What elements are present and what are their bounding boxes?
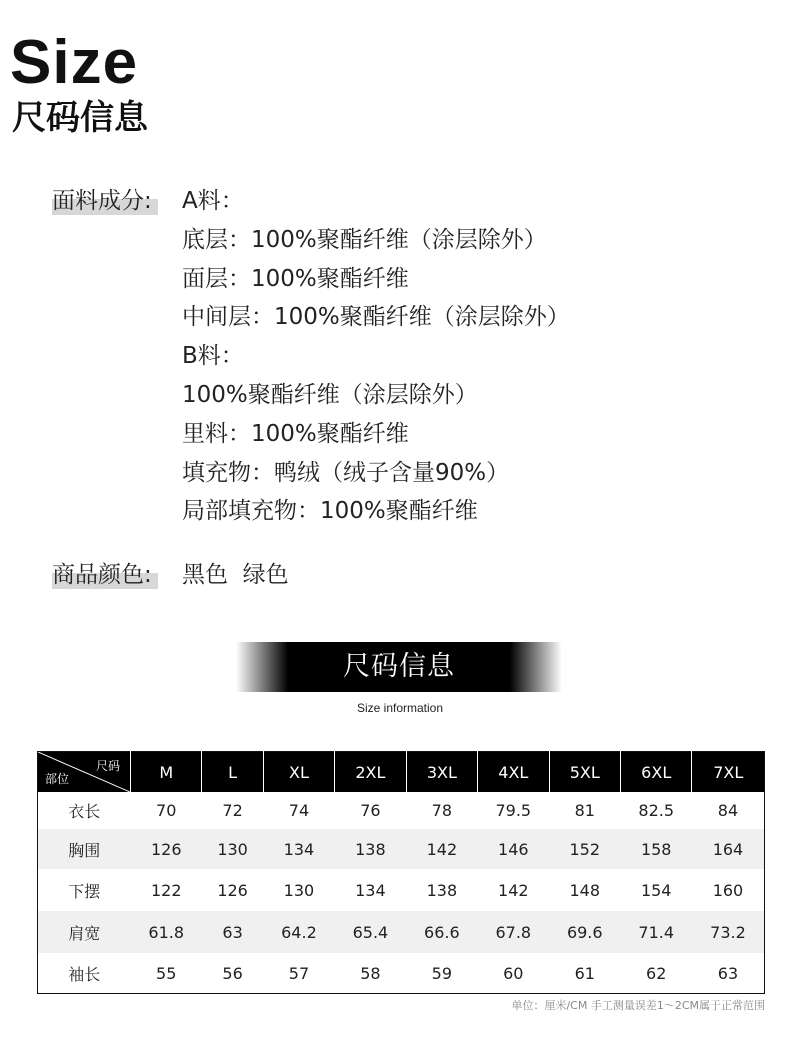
size-header-row <box>38 752 765 793</box>
corner-size-label: 尺码 <box>95 759 120 773</box>
value-cell: 69.6 <box>549 911 620 953</box>
value-cell: 62 <box>646 963 667 983</box>
value-cell: 73.2 <box>692 911 765 953</box>
size-header: 5XL <box>549 752 620 793</box>
table-corner <box>38 752 131 793</box>
value-cell: 82.5 <box>638 801 675 820</box>
value-cell: 134 <box>355 880 386 900</box>
size-banner <box>236 642 562 692</box>
value-cell: 64.2 <box>263 911 334 953</box>
value-cell: 138 <box>426 880 458 900</box>
table-row <box>38 953 765 994</box>
value-cell: 55 <box>156 963 177 983</box>
value-cell: 72 <box>222 801 243 820</box>
value-cell: 67.8 <box>478 911 549 953</box>
size-header: 3XL <box>406 752 477 793</box>
value-cell: 152 <box>549 829 620 869</box>
size-table <box>37 751 765 994</box>
title-en: Size <box>10 28 139 97</box>
value-cell: 81 <box>574 801 595 820</box>
banner-subtitle: Size information <box>356 701 444 715</box>
size-header: 4XL <box>478 752 549 793</box>
specs-section <box>52 182 772 588</box>
value-cell: 160 <box>712 880 744 900</box>
value-cell: 59 <box>431 963 453 983</box>
part-cell: 衣长 <box>68 802 101 821</box>
table-row <box>38 792 765 829</box>
value-cell: 154 <box>640 880 672 900</box>
value-cell: 71.4 <box>620 911 691 953</box>
part-cell: 袖长 <box>68 964 101 984</box>
value-cell: 122 <box>150 880 182 900</box>
color-label-text: 商品颜色: <box>52 562 152 588</box>
value-cell: 138 <box>335 829 406 869</box>
value-cell: 142 <box>406 829 477 869</box>
fabric-label-text: 面料成分: <box>52 188 152 214</box>
fabric-line: 中间层：100%聚酯纤维（涂层除外） <box>182 304 570 331</box>
value-cell: 164 <box>692 829 765 869</box>
value-cell: 63 <box>202 911 263 953</box>
value-cell: 126 <box>217 880 248 900</box>
fabric-line: 底层：100%聚酯纤维（涂层除外） <box>182 226 547 253</box>
value-cell: 58 <box>360 963 381 983</box>
color-row <box>52 556 289 595</box>
table-row <box>38 869 765 911</box>
color-label <box>52 556 182 595</box>
size-header: L <box>202 752 263 793</box>
value-cell: 148 <box>569 880 601 900</box>
value-cell: 61.8 <box>131 911 202 953</box>
value-cell: 130 <box>283 880 315 900</box>
size-header: M <box>131 752 202 793</box>
color-value: 黑色 绿色 <box>182 562 289 588</box>
value-cell: 146 <box>478 829 549 869</box>
fabric-line: 里料：100%聚酯纤维 <box>182 420 409 447</box>
value-cell: 126 <box>131 829 202 869</box>
value-cell: 84 <box>717 801 739 820</box>
title-cn: 尺码信息 <box>12 98 148 138</box>
unit-footnote: 单位：厘米/CM 手工测量误差1～2CM属于正常范围 <box>511 999 765 1012</box>
value-cell: 74 <box>288 801 310 820</box>
value-cell: 78 <box>431 801 453 820</box>
part-cell: 下摆 <box>68 881 101 901</box>
fabric-line: 填充物：鸭绒（绒子含量90%） <box>182 459 510 486</box>
table-row <box>38 829 765 869</box>
value-cell: 56 <box>222 963 243 983</box>
size-header: 7XL <box>692 752 765 793</box>
value-cell: 134 <box>263 829 334 869</box>
size-header: XL <box>263 752 334 793</box>
value-cell: 158 <box>620 829 691 869</box>
size-header: 2XL <box>335 752 406 793</box>
value-cell: 63 <box>717 963 739 983</box>
value-cell: 66.6 <box>406 911 477 953</box>
value-cell: 142 <box>498 880 529 900</box>
fabric-line: 面层：100%聚酯纤维 <box>182 265 409 292</box>
part-cell: 肩宽 <box>38 911 131 953</box>
fabric-row <box>52 182 772 531</box>
corner-part-label: 部位 <box>45 772 70 786</box>
value-cell: 60 <box>503 963 524 983</box>
value-cell: 70 <box>156 801 177 820</box>
fabric-line: B料： <box>182 343 244 370</box>
size-header: 6XL <box>620 752 691 793</box>
value-cell: 57 <box>288 963 310 983</box>
value-cell: 65.4 <box>335 911 406 953</box>
color-values <box>182 556 289 595</box>
fabric-label <box>52 182 182 221</box>
fabric-line: 100%聚酯纤维（涂层除外） <box>182 381 478 408</box>
fabric-line: 局部填充物：100%聚酯纤维 <box>182 498 478 525</box>
value-cell: 61 <box>574 963 595 983</box>
fabric-lines <box>182 182 570 531</box>
value-cell: 76 <box>360 801 381 820</box>
value-cell: 130 <box>202 829 263 869</box>
banner-title: 尺码信息 <box>343 651 455 682</box>
table-row <box>38 911 765 953</box>
fabric-line: A料： <box>182 188 244 214</box>
part-cell: 胸围 <box>38 829 131 869</box>
value-cell: 79.5 <box>495 801 532 820</box>
